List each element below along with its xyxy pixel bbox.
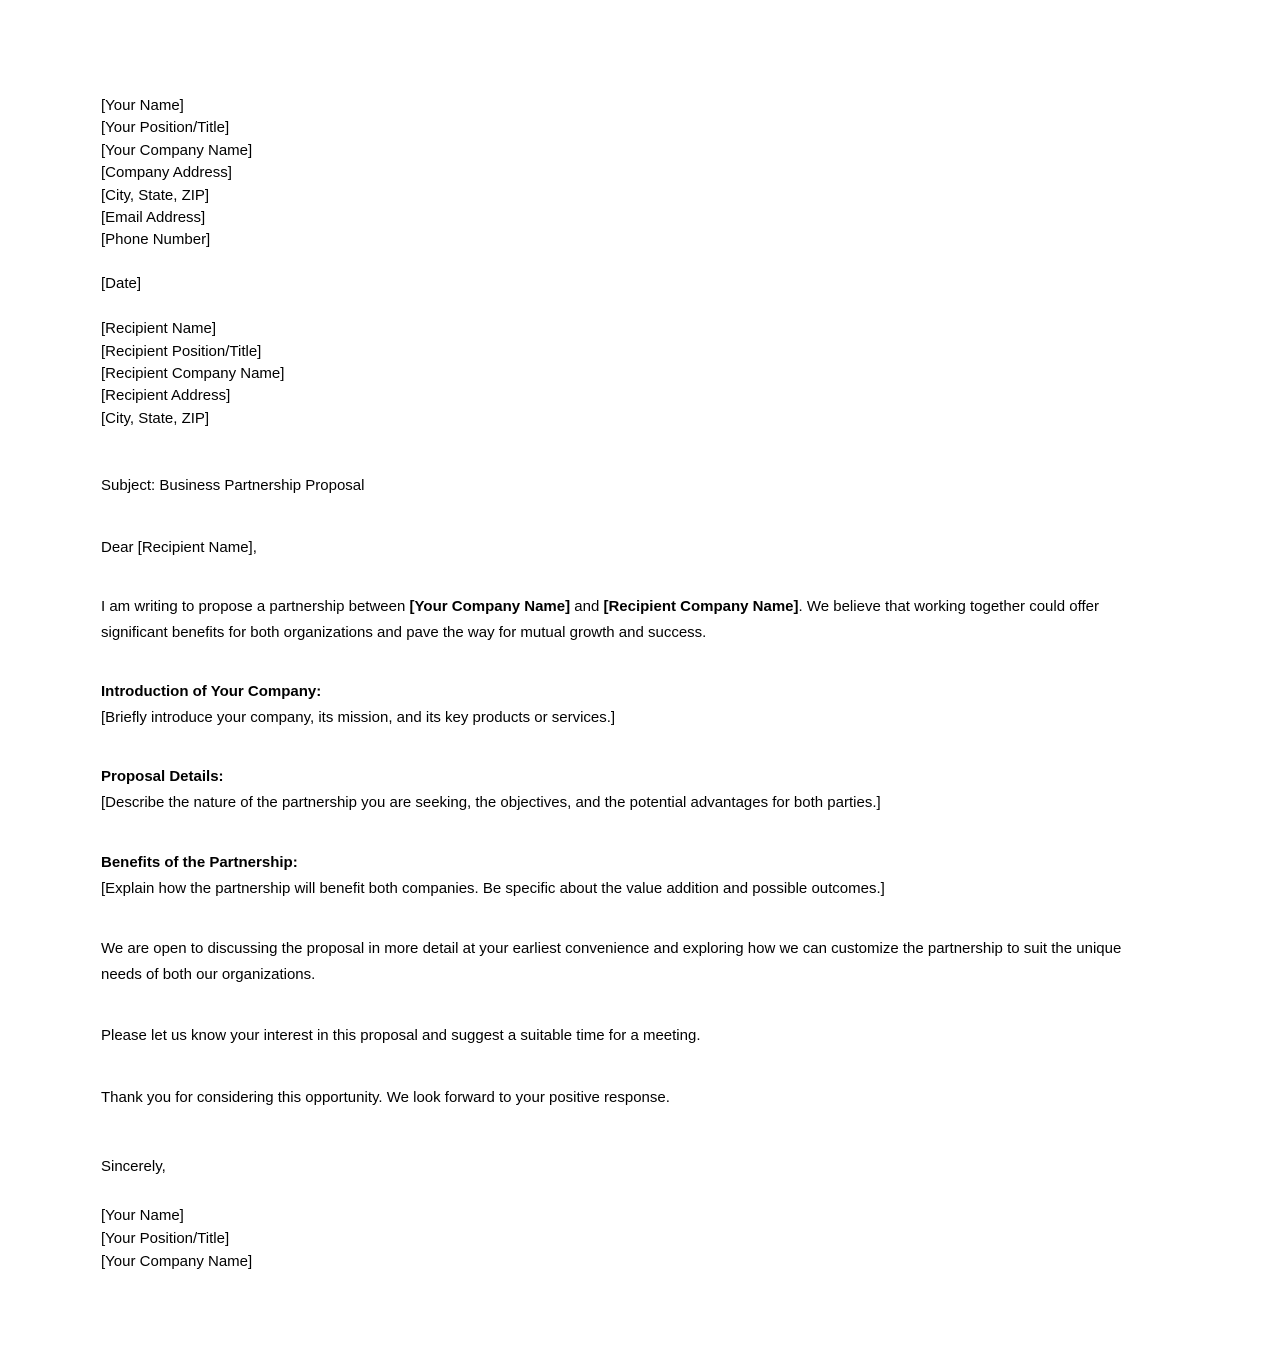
intro-bold-your-company: [Your Company Name] bbox=[409, 598, 571, 616]
section-benefits bbox=[101, 850, 1180, 902]
signature-block bbox=[101, 1204, 1180, 1273]
signature-company: [Your Company Name] bbox=[101, 1252, 253, 1270]
signature-position: [Your Position/Title] bbox=[101, 1229, 230, 1247]
section-benefits-heading: Benefits of the Partnership: bbox=[101, 854, 298, 872]
intro-text-3: . We believe that working together could offer significant benefits for both organizations and pave the way for mutual growth and success. bbox=[101, 598, 1099, 642]
intro-paragraph bbox=[101, 594, 1141, 646]
salutation: Dear [Recipient Name], bbox=[101, 539, 257, 557]
section-proposal-details-heading: Proposal Details: bbox=[101, 768, 224, 786]
closing-paragraph-thank-you: Thank you for considering this opportunity. We look forward to your positive response. bbox=[101, 1089, 670, 1107]
sender-phone: [Phone Number] bbox=[101, 231, 211, 249]
recipient-position: [Recipient Position/Title] bbox=[101, 342, 262, 360]
recipient-address-block bbox=[101, 318, 1180, 430]
subject-line: Subject: Business Partnership Proposal bbox=[101, 477, 365, 495]
closing-paragraph-open-to-discussing: We are open to discussing the proposal in more detail at your earliest convenience and exploring how we can customize the partnership to suit the unique needs of both our organizations. bbox=[101, 940, 1122, 984]
section-proposal-details-body: [Describe the nature of the partnership you are seeking, the objectives, and the potential advantages for both parties.] bbox=[101, 794, 881, 812]
sender-position: [Your Position/Title] bbox=[101, 119, 230, 137]
section-proposal-details bbox=[101, 764, 1180, 816]
sender-city-state-zip: [City, State, ZIP] bbox=[101, 186, 210, 204]
section-introduction-heading: Introduction of Your Company: bbox=[101, 683, 322, 701]
intro-bold-recipient-company: [Recipient Company Name] bbox=[603, 598, 799, 616]
sender-email: [Email Address] bbox=[101, 209, 206, 227]
section-introduction-body: [Briefly introduce your company, its mission, and its key products or services.] bbox=[101, 709, 616, 727]
signature-name: [Your Name] bbox=[101, 1206, 184, 1224]
section-benefits-body: [Explain how the partnership will benefit both companies. Be specific about the value addition and possible outcomes.] bbox=[101, 880, 885, 898]
valediction: Sincerely, bbox=[101, 1158, 166, 1176]
intro-text-1: I am writing to propose a partnership between bbox=[101, 598, 410, 616]
date-line: [Date] bbox=[101, 274, 142, 292]
section-introduction bbox=[101, 679, 1180, 731]
intro-text-2: and bbox=[570, 598, 604, 616]
sender-address: [Company Address] bbox=[101, 164, 232, 182]
sender-name: [Your Name] bbox=[101, 97, 184, 114]
sender-address-block bbox=[101, 95, 1180, 252]
sender-company: [Your Company Name] bbox=[101, 141, 253, 159]
recipient-city-state-zip: [City, State, ZIP] bbox=[101, 409, 210, 427]
recipient-company: [Recipient Company Name] bbox=[101, 365, 285, 383]
closing-paragraph-let-us-know: Please let us know your interest in this proposal and suggest a suitable time for a meeting. bbox=[101, 1027, 701, 1045]
recipient-address: [Recipient Address] bbox=[101, 387, 231, 405]
recipient-name: [Recipient Name] bbox=[101, 320, 217, 338]
